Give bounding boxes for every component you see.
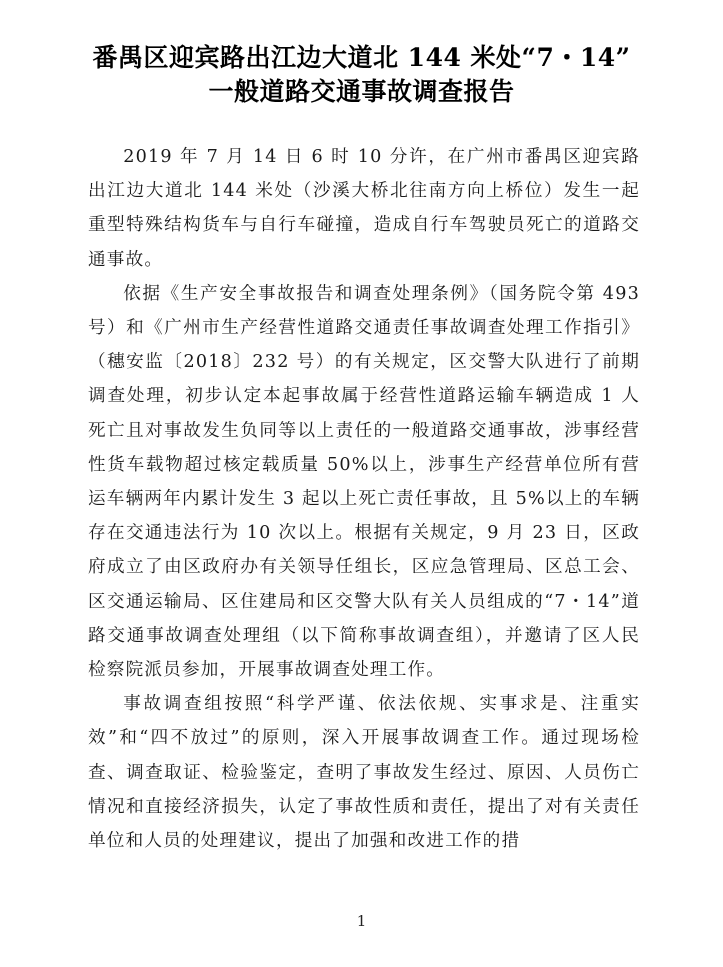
report-title-line-2: 一般道路交通事故调查报告 <box>208 77 515 106</box>
report-body <box>88 140 640 858</box>
page-number: 1 <box>356 912 367 930</box>
report-title-line-1: 番禺区迎宾路出江边大道北 144 米处“7・14” <box>92 43 631 72</box>
paragraph-investigation: 事故调查组按照“科学严谨、依法依规、实事求是、注重实效”和“四不放过”的原则，深入开展事故调查工作。通过现场检查、调查取证、检验鉴定，查明了事故发生经过、原因、人员伤亡情况和直接经济损失，认定了事故性质和责任，提出了对有关责任单位和人员的处理建议，提出了加强和改进工作的措 <box>88 694 640 852</box>
paragraph-incident-summary: 2019 年 7 月 14 日 6 时 10 分许，在广州市番禺区迎宾路出江边大道北 144 米处（沙溪大桥北往南方向上桥位）发生一起重型特殊结构货车与自行车碰撞，造成自行车驾驶员死亡的道路交通事故。 <box>88 147 640 270</box>
paragraph-legal-basis: 依据《生产安全事故报告和调查处理条例》（国务院令第 493 号）和《广州市生产经营性道路交通责任事故调查处理工作指引》（穗安监〔2018〕232 号）的有关规定，区交警大队进行了前期调查处理，初步认定本起事故属于经营性道路运输车辆造成 1 人死亡且对事故发生负同等以上责任的一般道路交通事故，涉事经营性货车载物超过核定载质量 50%以上，涉事生产经营单位所有营运车辆两年内累计发生 3 起以上死亡责任事故，且 5%以上的车辆存在交通违法行为 10 次以上。根据有关规定，9 月 23 日，区政府成立了由区政府办有关领导任组长，区应急管理局、区总工会、区交通运输局、区住建局和区交警大队有关人员组成的“7・14”道路交通事故调查处理组（以下简称事故调查组），并邀请了区人民检察院派员参加，开展事故调查处理工作。 <box>88 283 640 681</box>
